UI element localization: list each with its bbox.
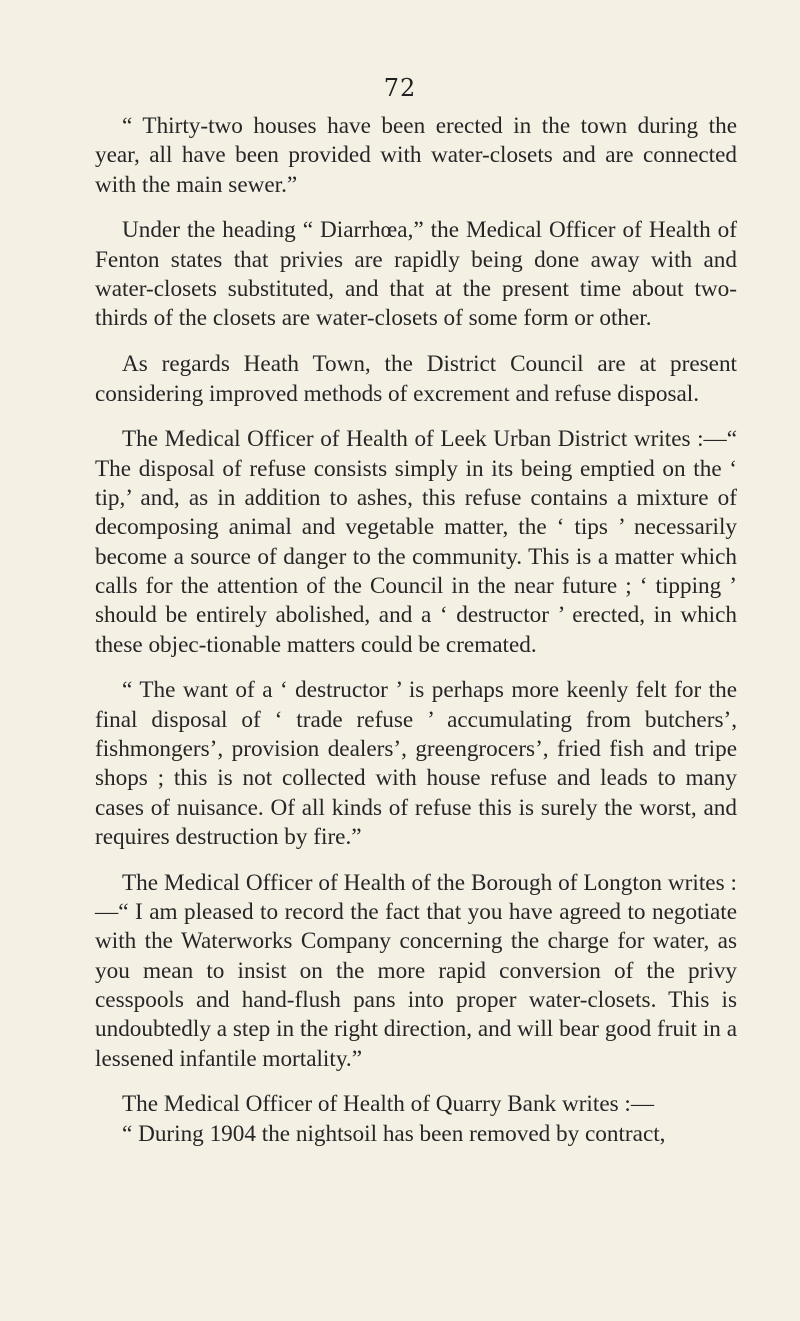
paragraph-nightsoil: “ During 1904 the nightsoil has been removed by contract, [122, 1120, 666, 1147]
paragraph-quarry-bank: The Medical Officer of Health of Quarry Bank writes :— [122, 1091, 655, 1118]
paragraph-longton: The Medical Officer of Health of the Borough of Longton writes :—“ I am pleased to record the fact that you have agreed to negotiate with the Waterworks Company concerning the charge for water, as you mean to insist on the more rapid conversion of the privy cesspools and hand-flush pans into proper water-closets. This is undoubtedly a step in the right direction, and will bear good fruit in a lessened infantile mortality.” [95, 869, 737, 1072]
paragraph-fenton-diarrhoea: Under the heading “ Diarrhœa,” the Medical Officer of Health of Fenton states that privies are rapidly being done away with and water-closets substituted, and that at the present time about two-thirds of the closets are water-closets of some form or other. [95, 217, 737, 332]
paragraph-destructor: “ The want of a ‘ destructor ’ is perhaps more keenly felt for the final disposal of ‘ trade refuse ’ accumulating from butchers’, fishmongers’, provision dealers’, greengrocers’, fried fish and tripe shops ; this is not collected with house refuse and leads to many cases of nuisance. Of all kinds of refuse this is surely the worst, and requires destruction by fire.” [95, 677, 737, 850]
paragraph-housing: “ Thirty-two houses have been erected in the town during the year, all have been provided with water-closets and are connected with the main sewer.” [95, 113, 737, 198]
paragraph-leek-refuse: The Medical Officer of Health of Leek Urban District writes :—“ The disposal of refuse consists simply in its being emptied on the ‘ tip,’ and, as in addition to ashes, this refuse contains a mixture of decomposing animal and vegetable matter, the ‘ tips ’ necessarily become a source of danger to the community. This is a matter which calls for the attention of the Council in the near future ; ‘ tipping ’ should be entirely abolished, and a ‘ destructor ’ erected, in which these objec-tionable matters could be cremated. [95, 426, 737, 658]
paragraph-heath-town: As regards Heath Town, the District Council are at present considering improved methods of excrement and refuse disposal. [95, 351, 737, 407]
page-number: 72 [383, 74, 417, 102]
body-text [95, 112, 737, 1149]
